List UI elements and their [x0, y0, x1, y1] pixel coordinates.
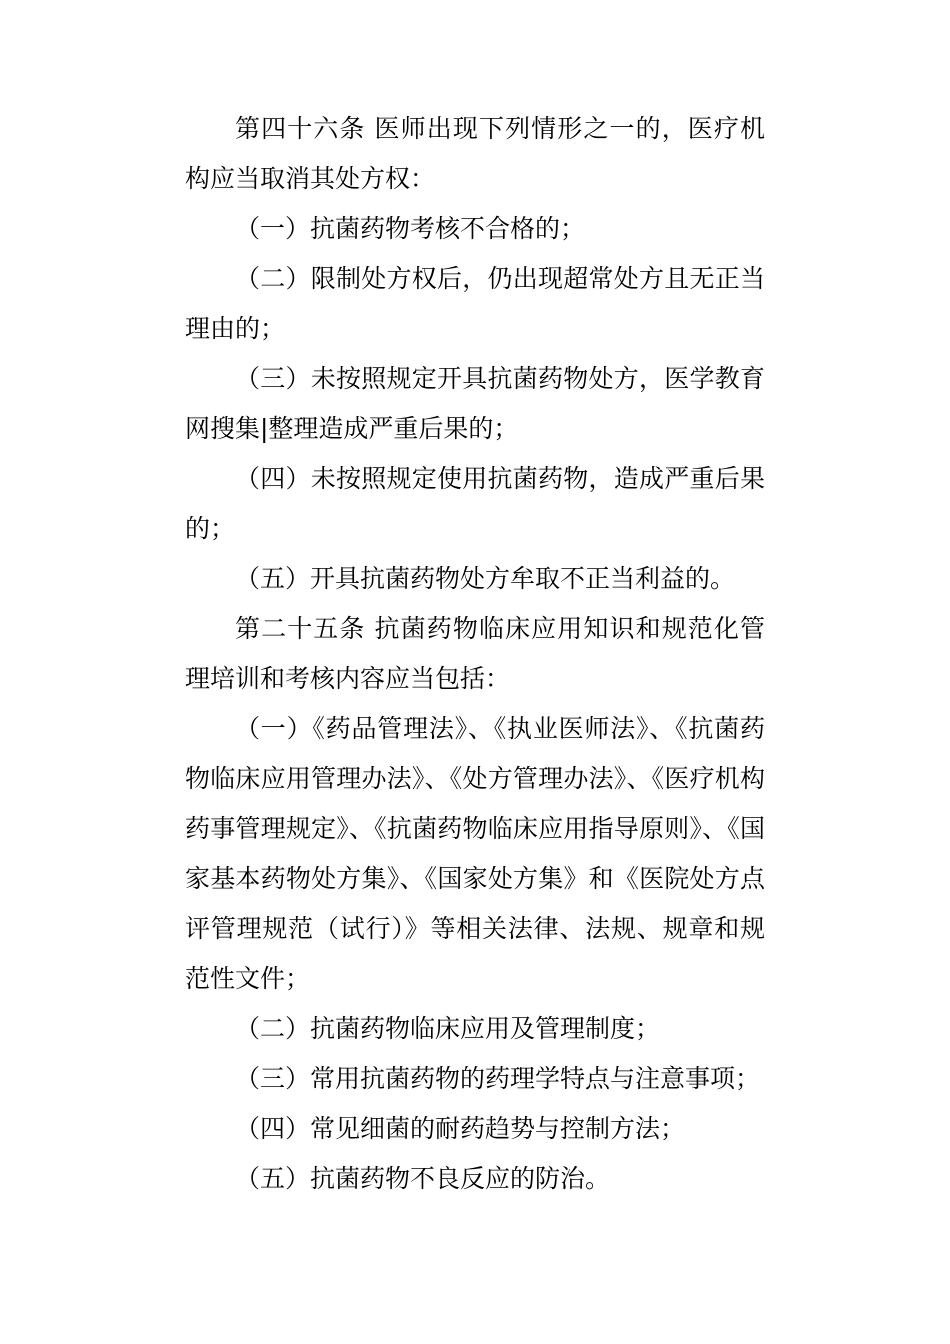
article-46-item-1: （一）抗菌药物考核不合格的； — [235, 214, 586, 243]
article-46-item-4: （四）未按照规定使用抗菌药物，造成严重后果的； — [185, 464, 765, 543]
article-25-item-1: （一）《药品管理法》、《执业医师法》、《抗菌药物临床应用管理办法》、《处方管理办法》、《医疗机构药事管理规定》、《抗菌药物临床应用指导原则》、《国家基本药物处方集》、《国家处方集》和《医院处方点评管理规范（试行）》等相关法律、法规、规章和规范性文件； — [185, 714, 765, 993]
article-25-item-5: （五）抗菌药物不良反应的防治。 — [235, 1164, 611, 1193]
article-25-item-2: （二）抗菌药物临床应用及管理制度； — [235, 1014, 661, 1043]
article-46-heading: 第四十六条 医师出现下列情形之一的，医疗机构应当取消其处方权： — [185, 114, 765, 193]
article-25-item-4: （四）常见细菌的耐药趋势与控制方法； — [235, 1114, 686, 1143]
article-25-item-3: （三）常用抗菌药物的药理学特点与注意事项； — [235, 1064, 761, 1093]
article-25-heading: 第二十五条 抗菌药物临床应用知识和规范化管理培训和考核内容应当包括： — [185, 614, 765, 693]
article-46-item-2: （二）限制处方权后，仍出现超常处方且无正当理由的； — [185, 264, 765, 343]
document-body — [185, 104, 765, 1204]
article-46-item-3: （三）未按照规定开具抗菌药物处方，医学教育网搜集|整理造成严重后果的； — [185, 364, 765, 443]
article-46-item-5: （五）开具抗菌药物处方牟取不正当利益的。 — [235, 564, 736, 593]
